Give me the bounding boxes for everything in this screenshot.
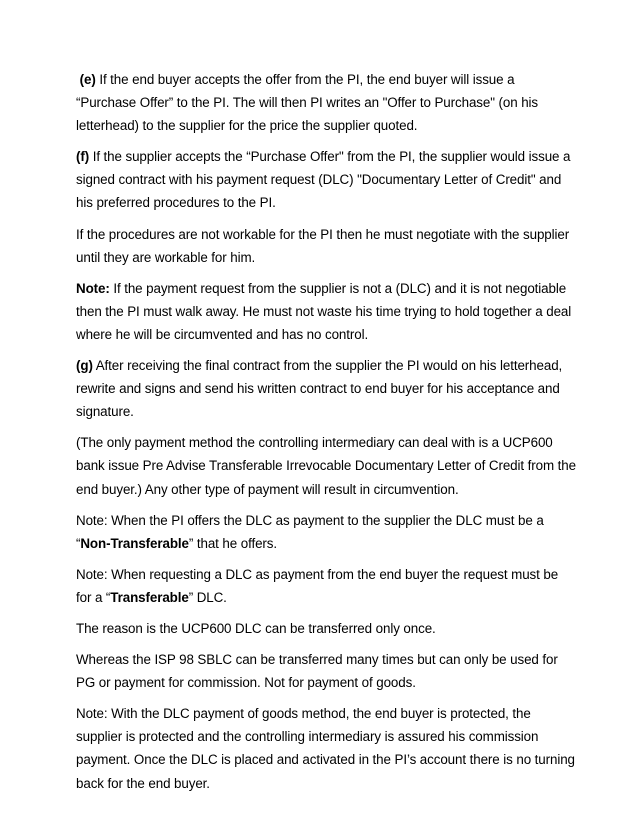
note-non-transferable-post: ” that he offers.	[188, 535, 278, 551]
note-transferable-pre: Note: When requesting a DLC as payment from the end buyer the request must be for a “	[76, 566, 559, 605]
paragraph-note-protected: Note: With the DLC payment of goods method, the end buyer is protected, the supplier is protected and the controlling intermediary is assured his commission payment. Once the DLC is placed and activated in the PI’s account there is no turning back for the end buyer.	[76, 706, 575, 791]
paragraph-e-text: If the end buyer accepts the offer from the PI, the end buyer will issue a “Purchase Offer” to the PI. The will then PI writes an "Offer to Purchase" (on his letterhead) to the supplier for the price the supplier quoted.	[76, 72, 539, 134]
paragraph-note-walk-away	[76, 277, 576, 346]
paragraph-f-text: If the supplier accepts the “Purchase Offer" from the PI, the supplier would issue a signed contract with his payment request (DLC) "Documentary Letter of Credit" and his preferred procedures to the PI.	[76, 149, 571, 211]
paragraph-note-non-transferable	[76, 509, 576, 555]
paragraph-f-label: (f)	[76, 149, 90, 165]
paragraph-f	[76, 145, 576, 214]
paragraph-note-walk-away-text: If the payment request from the supplier is not a (DLC) and it is not negotiable then the PI must walk away. He must not waste his time trying to hold together a deal where he will be circumvented and has no control.	[76, 280, 572, 342]
paragraph-procedures: If the procedures are not workable for the PI then he must negotiate with the supplier until they are workable for him.	[76, 226, 570, 265]
paragraph-reason: The reason is the UCP600 DLC can be transferred only once.	[76, 620, 436, 636]
note-transferable-bold: Transferable	[110, 589, 189, 605]
paragraph-g-label: (g)	[76, 358, 93, 374]
paragraph-g-text: After receiving the final contract from the supplier the PI would on his letterhead, rewrite and signs and send his written contract to end buyer for his acceptance and signature.	[76, 358, 563, 420]
paragraph-payment-method: (The only payment method the controlling intermediary can deal with is a UCP600 bank issue Pre Advise Transferable Irrevocable Documentary Letter of Credit from the end buyer.) Any other type of payment will result in circumvention.	[76, 435, 576, 497]
note-non-transferable-bold: Non-Transferable	[80, 535, 189, 551]
paragraph-e-label: (e)	[79, 72, 96, 87]
paragraph-g	[76, 354, 576, 423]
note-non-transferable-pre: Note: When the PI offers the DLC as payment to the supplier the DLC must be a “	[76, 512, 544, 551]
note-transferable-post: ” DLC.	[188, 589, 227, 605]
paragraph-whereas: Whereas the ISP 98 SBLC can be transferred many times but can only be used for PG or payment for commission. Not for payment of goods.	[76, 652, 558, 691]
paragraph-note-transferable	[76, 563, 576, 609]
document-body	[76, 68, 576, 803]
paragraph-note-walk-away-label: Note:	[76, 280, 110, 296]
paragraph-e	[76, 68, 576, 137]
